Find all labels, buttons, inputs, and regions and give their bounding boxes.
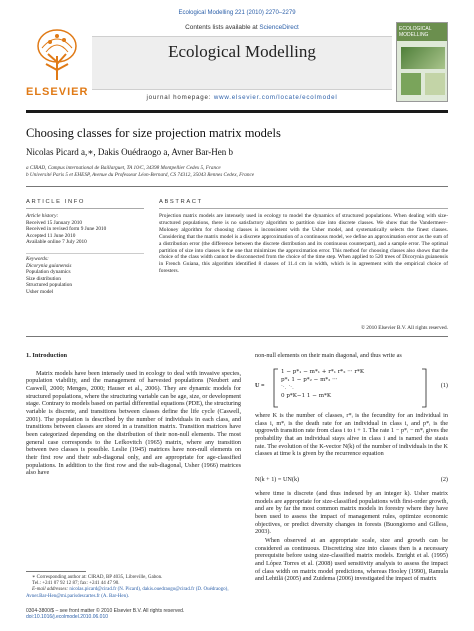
article-authors: Nicolas Picard a,∗, Dakis Ouédraogo a, Avner Bar-Hen b (26, 147, 233, 157)
corresponding-author: ∗ Corresponding author at: CIRAD, BP 4035, Libreville, Gabon. (32, 575, 163, 580)
keyword-item[interactable]: Size distribution (26, 275, 61, 282)
keywords-label: Keywords: (26, 256, 49, 262)
email-label: E-mail addresses: (32, 587, 69, 593)
matrix-row: 0 p*K−1 1 − m*K (281, 393, 331, 399)
right-bracket-icon (421, 368, 427, 408)
left-bracket-icon (273, 368, 279, 408)
definition-paragraph: where K is the number of classes, r*ᵢ is the fecundity for an individual in class i, m*ᵢ is the death rate for an individual in class i, and p*ᵢ is the upgrowth transition rate from class i to i + 1. The rate 1 − p*ᵢ − m*ᵢ gives the probability that an individual stays alive in class i and is named the stasis rate. The evolution of the K-vector N(k) of the number of individuals in the K classes at time k is given by the recurrence equation (255, 412, 448, 458)
history-item: Received 15 January 2010 (26, 219, 83, 226)
matrix-row: 1 − p*₁ − m*₁ + r*₁ r*₂ ··· r*K (281, 369, 364, 375)
info-rule (26, 208, 144, 209)
keyword-item[interactable]: Structured population (26, 282, 73, 289)
cover-photo (401, 73, 421, 95)
cover-photo (425, 73, 445, 95)
history-item: Accepted 11 June 2010 (26, 232, 76, 239)
masthead (92, 22, 392, 108)
history-label: Article history: (26, 213, 59, 219)
body-right-column-text (255, 490, 448, 583)
equation-lhs: U = (255, 382, 265, 389)
article-history (26, 213, 144, 246)
contact-phone: Tel.: +241 07 92 12 87; fax: +241 44 47 90. (32, 581, 120, 587)
divider (26, 336, 448, 337)
elsevier-wordmark: ELSEVIER (26, 86, 89, 98)
matrix-row: p*₁ 1 − p*₂ − m*₂ ··· (281, 377, 338, 383)
elsevier-logo[interactable] (26, 24, 88, 104)
sciencedirect-link[interactable]: ScienceDirect (259, 24, 299, 31)
header-rule (26, 110, 448, 113)
homepage-prefix: journal homepage: (146, 94, 214, 101)
keyword-item[interactable]: Dicorynia guianensis (26, 262, 72, 269)
article-title: Choosing classes for size projection matrix models (26, 126, 281, 140)
elsevier-tree-icon (34, 26, 80, 82)
divider (26, 186, 448, 187)
keywords (26, 256, 144, 296)
equation-2 (255, 476, 448, 486)
email-links[interactable]: nicolas.picard@cirad.fr (N. Picard), dakis.ouedraogo@cirad.fr (D. Ouédraogo), Avner.Bar-Hen@mi.parisdescartes.fr (A. Bar-Hen). (26, 587, 229, 599)
body-right-column (255, 352, 448, 360)
intro-continuation: non-null elements on their main diagonal, and thus write as (255, 352, 402, 359)
usher-paragraph: where time is discrete (and thus indexed by an integer k). Usher matrix models are appropriate for size-classified populations with first-order growth, and are by far the most common matrix models in forestry where they have been used to assess the impact of management rules, optimize economic objectives, or predict diversity changes in forests (Buongiorno and Gilless, 2003). (255, 490, 448, 536)
doi-link[interactable]: doi:10.1016/j.ecolmodel.2010.06.010 (26, 614, 109, 621)
publication-meta (26, 608, 241, 620)
article-info-heading: ARTICLE INFO (26, 199, 86, 205)
cover-title: ECOLOGICAL MODELLING (399, 26, 432, 38)
affiliation-b: b Université Paris 5 et EHESP, Avenue du Professeur Léon-Bernard, CS 74312, 35043 Rennes Cedex, France (26, 172, 255, 178)
recurrence-equation: N(k + 1) = UN(k) (255, 476, 300, 483)
discretization-paragraph: When observed at an appropriate scale, size and growth can be considered as continuous. Discretizing size into classes then is a necessary prerequisite before using size-classified matrix models. Enright et al. (1995) and López Torres et al. (2008) used sensitivity analysis to assess the impact of class width on matrix model predictions, whereas Hooley (1990), Ramula and Lehtilä (2005) and Zuidema (2006) investigated the impact of matrix (255, 536, 448, 583)
affiliation-a: a CIRAD, Campus international de Baillarguet, TA 10/C, 34398 Montpellier Cedex 5, France (26, 165, 221, 171)
keyword-item[interactable]: Population dynamics (26, 269, 71, 276)
transition-matrix (281, 368, 421, 400)
abstract-text: Projection matrix models are intensely used in ecology to model the dynamics of structured populations. When dealing with size-structured populations, there is no satisfactory algorithm to partition size into discrete classes. We show that the Vandermeer–Moloney algorithm for choosing classes is inconsistent with the Usher model, and systematically selects the finest classes. Considering that the matrix model is a discrete approximation of a continuous model, we define an approximation error as the sum of a distribution error (the difference between the discrete distribution and its continuous counterpart), and a sample error. The optimal partition of size into classes is the one that minimizes the approximation error. This method for choosing classes also shows that the choice of the class width cannot be disconnected from the choice of the time step. When applied to 520 trees of Dicorynia guianensis in French Guiana, this algorithm identified 8 classes of 11.4 cm in width, which is in agreement with the empirical choice of foresters. (159, 213, 448, 275)
abstract-copyright: © 2010 Elsevier B.V. All rights reserved. (360, 325, 448, 331)
journal-header (26, 22, 448, 108)
journal-cover-image[interactable] (396, 22, 448, 102)
keyword-item[interactable]: Usher model (26, 288, 54, 295)
history-item: Available online 7 July 2010 (26, 239, 87, 246)
intro-paragraph: Matrix models have been intensely used in ecology to deal with invasive species, population viability, and the management of harvested populations (Neubert and Caswell, 2000; Menges, 2000; Hauser et al., 2006). They are dynamic models for structured populations, where the structuring variable can be age, size, or development stage. Contrary to models based on partial differential equations (PDE), the structuring variable is discrete, and transitions between classes define the life cycle (Caswell, 2001). The population is described by the number of individuals in each class, and transitions between classes are stored in a transition matrix. Transition matrices have been categorized depending on the distribution of their non-null elements. The most general case corresponds to the Lefkovitch (1965) matrix, where any transition between two classes is possible. Leslie (1945) matrices have non-null elements on their first row and their sub-diagonal only, and are appropriate for age-classified populations. In addition to the first row and the sub-diagonal, Usher (1966) matrices also have (26, 369, 241, 477)
abstract-rule (159, 208, 448, 209)
homepage-link[interactable]: www.elsevier.com/locate/ecolmodel (213, 94, 338, 101)
email-line (26, 587, 241, 599)
abstract-heading: ABSTRACT (159, 199, 203, 205)
body-right-column-text (255, 412, 448, 458)
info-divider (26, 253, 144, 254)
running-head[interactable]: Ecological Modelling 221 (2010) 2270–2279 (178, 10, 296, 16)
issn-line: 0304-3800/$ – see front matter © 2010 Elsevier B.V. All rights reserved. (26, 608, 185, 614)
footnote-rule (26, 571, 86, 572)
section-heading: 1. Introduction (26, 352, 68, 359)
equation-1 (255, 368, 448, 408)
contents-line (92, 24, 392, 31)
equation-number: (1) (440, 382, 448, 389)
journal-homepage (92, 94, 392, 101)
journal-title[interactable]: Ecological Modelling (168, 42, 316, 61)
matrix-row: ⋱ ⋱ (281, 385, 294, 391)
footnotes (26, 575, 241, 600)
history-item: Received in revised form 9 June 2010 (26, 226, 107, 233)
cover-photo (401, 47, 445, 69)
contents-prefix: Contents lists available at (185, 24, 260, 31)
body-left-column (26, 352, 241, 477)
equation-number: (2) (440, 476, 448, 483)
